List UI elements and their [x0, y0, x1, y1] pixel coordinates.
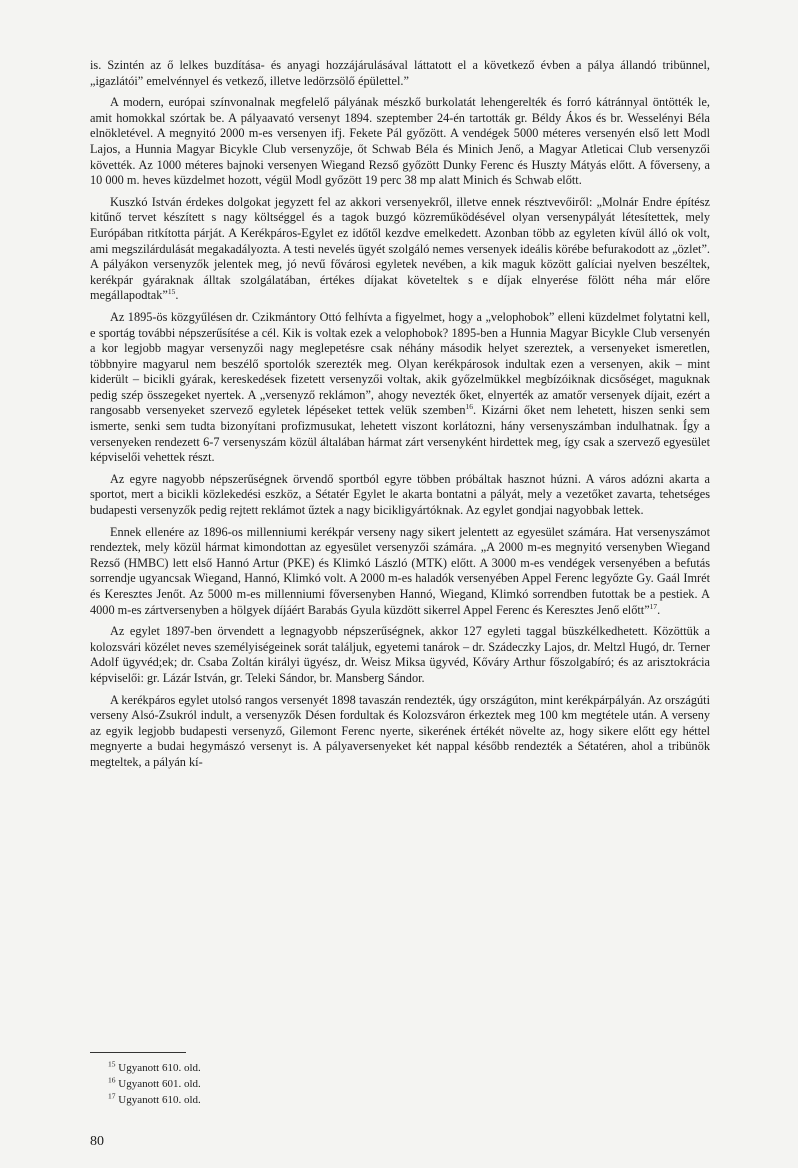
paragraph-4-continuation: . Kizárni őket nem lehetett, hiszen senki sem ismerte, senki sem tudta bizonyítani profizmusukat, lehetett viszont korlátozni, hány versenyszámban indulhatnak. Így a versenyeken rendezett 6-7 versenyszám közül általában hármat zárt versenyként hirdettek meg, így csak a szervező egyesület képviselői vehettek részt. [90, 403, 710, 465]
body-text [90, 58, 710, 777]
footnotes [108, 1060, 201, 1108]
paragraph-4-text: Az 1895-ös közgyűlésen dr. Czikmántory Ottó felhívta a figyelmet, hogy a „velophobok” elleni küzdelmet folytatni kell, e sportág további népszerűsítése a cél. Kik is voltak ezek a velophobok? 1895-ben a Hunnia Magyar Bicykle Club versenyén a kor legjobb magyar versenyzői nagy meglepetésre csak néhány második helyet szereztek, a versenyeket ismeretlen, többnyire magyarul nem beszélő sportolók szerezték meg. Olyan kerékpárosok indultak ezen a versenyen, akik – mint kiderült – bicikli gyárak, kereskedések fizetett versenyzői voltak, akik győzelmükkel megbízóiknak dicsőséget, maguknak pedig szép összegeket nyertek. A „versenyző reklámon”, ahogy nevezték őket, elnyerték az amatőr versenyek díjait, ezért a rangosabb versenyeket szervező egyletek lépéseket tettek velük szemben [90, 309, 710, 418]
paragraph-3: Kuszkó István érdekes dolgokat jegyzett fel az akkori versenyekről, illetve ennek résztvevőiről: „Molnár Endre építész kitűnő tervet készített s nagy költséggel és a tagok buzgó közreműködésével olyan versenypályát létesítettek, mely Európában ritkította párját. A Kerékpáros-Egylet ez időtől kezdve emelkedett. Azonban több az egyleten kívül álló ok volt, ami megszilárdulását megakadályozta. A testi nevelés ügyét szolgáló nemes versenyek ideális körébe befurakodott az „özlet”. A pályákon versenyzők jelentek meg, jó nevű fővárosi egyletek nevében, a kik maguk között galíciai nyelven beszéltek, kerékpár gyáraknak álltak szolgálatában, értékes díjakat követeltek s e díjak elnyerése fölött néha már előre megállapodtak”$^{15}$. [90, 194, 710, 303]
footnote-number: 16 [108, 1075, 116, 1085]
footnote-divider [90, 1052, 186, 1053]
paragraph-6-text: Ennek ellenére az 1896-os millenniumi kerékpár verseny nagy sikert jelentett az egyesület számára. Hat versenyszámot rendeztek, mely közül hármat kimondottan az egyesület versenyzői számára. „A 2000 m-es megnyitó versenyben Wiegand Rezső (HMBC) lett első Hannó Artur (PKE) és Klimkó László (MTK) előtt. A 3000 m-es vendégek versenyében a befutás sorrendje ugyancsak Wiegand, Hannó, Klimkó volt. A 2000 m-es haladók versenyében Appel Ferenc legyőzte Gy. Gaál Imrét és Keresztes Jenőt. Az 5000 m-es millenniumi főversenyben Hannó, Wiegand, Klimkó sorrendben futottak be a pestiek. A 4000 m-es zártversenyben a hölgyek díjáért Barabás Gyula küzdött sikerrel Appel Ferenc és Keresztes Jenő előtt” [90, 524, 710, 617]
paragraph-1: is. Szintén az ő lelkes buzdítása- és anyagi hozzájárulásával láttatott el a következő évben a pálya állandó tribünnel, „igazlátói” emelvénnyel és vetkező, illetve ledörzsölő épülettel.” [90, 58, 710, 88]
footnote [108, 1092, 201, 1108]
paragraph-2: A modern, európai színvonalnak megfelelő pályának mészkő burkolatát lehengerelték és forró kátránnyal öntötték le, amit homokkal szórtak be. A pályaavató versenyt 1894. szeptember 24-én tartották gr. Béldy Ákos és br. Wesselényi Béla elnökletével. A megnyitó 2000 m-es versenyen ifj. Fekete Pál győzött. A vendégek 5000 méteres versenyén első lett Modl Lajos, a Hunnia Magyar Bicykle Club versenyzője, őt Schwab Béla és Minich Jenő, a Magyar Atleticai Club versenyzői követték. Az 1000 méteres bajnoki versenyen Wiegand Rezső győzött Dunky Ferenc és Huszty Mátyás előtt. A főverseny, a 10 000 m. heves küzdelmet hozott, végül Modl győzött 19 perc 38 mp alatt Minich és Schwab előtt. [90, 95, 710, 188]
footnote-number: 17 [108, 1091, 116, 1101]
footnote-ref-17: 17 [649, 601, 658, 611]
footnote [108, 1076, 201, 1092]
footnote-number: 15 [108, 1059, 116, 1069]
footnote-ref-16: 16 [465, 402, 474, 412]
footnote-text: Ugyanott 610. old. [118, 1062, 201, 1074]
footnote-text: Ugyanott 601. old. [118, 1078, 201, 1090]
paragraph-3-text: Kuszkó István érdekes dolgokat jegyzett fel az akkori versenyekről, illetve ennek résztvevőiről: „Molnár Endre építész kitűnő tervet készített s nagy költséggel és a tagok buzgó közreműködésével olyan versenypályát létesítettek, mely Európában ritkította párját. A Kerékpáros-Egylet ez időtől kezdve emelkedett. Azonban több az egyleten kívül álló ok volt, ami megszilárdulását megakadályozta. A testi nevelés ügyét szolgáló nemes versenyek ideális körébe befurakodott az „özlet”. A pályákon versenyzők jelentek meg, jó nevű fővárosi egyletek nevében, a kik maguk között galíciai nyelven beszéltek, kerékpár gyáraknak álltak szolgálatában, értékes díjakat követeltek s e díjak elnyerése fölött néha már előre megállapodtak” [90, 194, 710, 303]
paragraph-4 [90, 310, 710, 466]
paragraph-6: Ennek ellenére az 1896-os millenniumi kerékpár verseny nagy sikert jelentett az egyesület számára. Hat versenyszámot rendeztek, mely közül hármat kimondottan az egyesület versenyzői számára. „A 2000 m-es megnyitó versenyben Wiegand Rezső (HMBC) lett első Hannó Artur (PKE) és Klimkó László (MTK) előtt. A 3000 m-es vendégek versenyében a befutás sorrendje ugyancsak Wiegand, Hannó, Klimkó volt. A 2000 m-es haladók versenyében Appel Ferenc legyőzte Gy. Gaál Imrét és Keresztes Jenőt. Az 5000 m-es millenniumi főversenyben Hannó, Wiegand, Klimkó sorrendben futottak be a pestiek. A 4000 m-es zártversenyben a hölgyek díjáért Barabás Gyula küzdött sikerrel Appel Ferenc és Keresztes Jenő előtt”$^{17}$. [90, 524, 710, 617]
footnote [108, 1060, 201, 1076]
paragraph-5: Az egyre nagyobb népszerűségnek örvendő sportból egyre többen próbáltak hasznot húzni. A város adózni akarta a sportot, mert a bicikli közlekedési eszköz, a Sétatér Egylet le akarta bontatni a pályát, mely a vezetőket zavarta, tehetséges budapesti versenyzők pedig rejtett reklámot űztek a nagy bicikligyártóknak. Az egylet gondjai nagyobbak lettek. [90, 471, 710, 518]
paragraph-8: A kerékpáros egylet utolsó rangos versenyét 1898 tavaszán rendezték, úgy országúton, mint kerékpárpályán. Az országúti verseny Alsó-Zsukról indult, a versenyzők Désen fordultak és Kolozsváron érkeztek meg 100 km megtétele után. A verseny az egyik legjobb budapesti versenyző, Gilemont Ferenc nyerte, sikerének értékét növelte az, hogy sikere előtt egy héttel megnyerte a budai hegymászó versenyt is. A pályaversenyeket két nappal később rendezték a Sétatéren, ahol a tribünök megteltek, a pályán kí- [90, 692, 710, 769]
page-number: 80 [90, 1134, 104, 1149]
footnote-text: Ugyanott 610. old. [118, 1094, 201, 1106]
paragraph-7: Az egylet 1897-ben örvendett a legnagyobb népszerűségnek, akkor 127 egyleti taggal büszkélkedhetett. Közöttük a kolozsvári közélet neves személyiségeinek sorát találjuk, egyetemi tanárok – dr. Szádeczky Lajos, dr. Meltzl Hugó, dr. Terner Adolf ügyvéd;ek; dr. Csaba Zoltán királyi ügyész, dr. Weisz Miksa ügyvéd, Kőváry Arthur főszolgabíró; és az arisztokrácia képviselői: gr. Lázár István, gr. Teleki Sándor, br. Mansberg Sándor. [90, 624, 710, 685]
footnote-ref-15: 15 [167, 287, 176, 297]
